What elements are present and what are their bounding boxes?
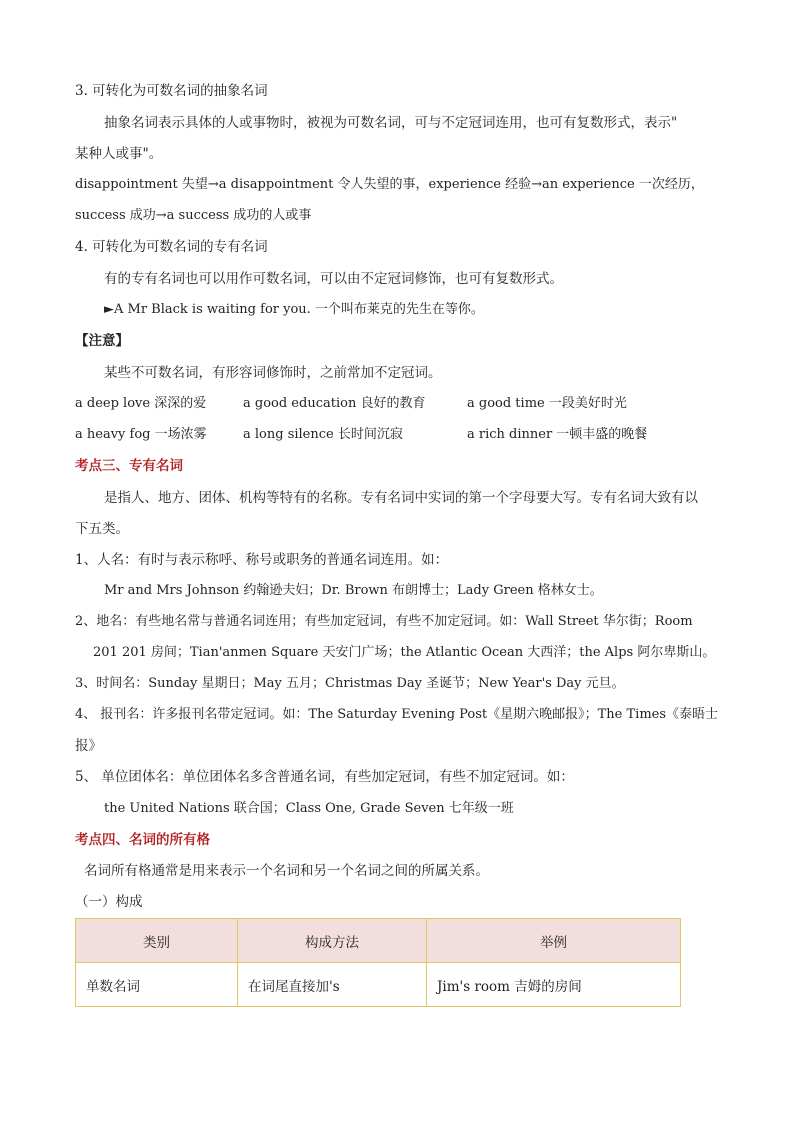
table-cell: Jim's room 吉姆的房间 bbox=[427, 963, 681, 1007]
note-example: a good education 良好的教育 bbox=[243, 396, 426, 411]
category-person-example: Mr and Mrs Johnson 约翰逊夫妇；Dr. Brown 布朗博士；Lady Green 格林女士。 bbox=[104, 583, 603, 598]
kaodian-3-paragraph: 是指人、地方、团体、机构等特有的名称。专有名词中实词的第一个字母要大写。专有名词大致有以 bbox=[104, 490, 698, 506]
note-example: a heavy fog 一场浓雾 bbox=[75, 427, 207, 442]
category-person-names: 1、人名：有时与表示称呼、称号或职务的普通名词连用。如： bbox=[75, 552, 449, 568]
note-paragraph: 某些不可数名词，有形容词修饰时，之前常加不定冠词。 bbox=[104, 365, 442, 381]
note-example: a deep love 深深的爱 bbox=[75, 396, 207, 411]
section-3-paragraph-cont: 某种人或事"。 bbox=[75, 146, 163, 162]
kaodian-3-paragraph-cont: 下五类。 bbox=[75, 521, 129, 537]
possessive-table bbox=[75, 918, 681, 1007]
table-header-cell: 类别 bbox=[76, 919, 238, 963]
kaodian-4-heading: 考点四、名词的所有格 bbox=[75, 832, 210, 848]
category-newspaper-cont: 报》 bbox=[75, 738, 102, 754]
section-4-paragraph: 有的专有名词也可以用作可数名词，可以由不定冠词修饰，也可有复数形式。 bbox=[104, 271, 563, 287]
note-example: a good time 一段美好时光 bbox=[467, 396, 627, 411]
kaodian-3-heading: 考点三、专有名词 bbox=[75, 458, 183, 474]
table-cell: 在词尾直接加's bbox=[238, 963, 427, 1007]
category-organization-names: 5、 单位团体名：单位团体名多含普通名词，有些加定冠词，有些不加定冠词。如： bbox=[75, 769, 574, 785]
category-newspaper-names: 4、 报刊名：许多报刊名带定冠词。如：The Saturday Evening Post《星期六晚邮报》；The Times《泰晤士 bbox=[75, 707, 719, 722]
section-3-example-1: disappointment 失望→a disappointment 令人失望的事，experience 经验→an experience 一次经历， bbox=[75, 177, 704, 192]
section-3-paragraph: 抽象名词表示具体的人或事物时，被视为可数名词，可与不定冠词连用，也可有复数形式，表示" bbox=[104, 115, 678, 131]
category-organization-example: the United Nations 联合国；Class One, Grade Seven 七年级一班 bbox=[104, 801, 514, 816]
kaodian-4-paragraph: 名词所有格通常是用来表示一个名词和另一个名词之间的所属关系。 bbox=[84, 863, 489, 879]
category-place-example: 201 201 房间；Tian'anmen Square 天安门广场；the Atlantic Ocean 大西洋；the Alps 阿尔卑斯山。 bbox=[93, 645, 716, 660]
section-4-example: ►A Mr Black is waiting for you. 一个叫布莱克的先生在等你。 bbox=[104, 302, 484, 317]
note-example: a long silence 长时间沉寂 bbox=[243, 427, 403, 442]
section-3-title: 3. 可转化为可数名词的抽象名词 bbox=[75, 83, 268, 99]
section-3-example-2: success 成功→a success 成功的人或事 bbox=[75, 208, 312, 223]
note-label: 【注意】 bbox=[75, 333, 129, 349]
category-place-names: 2、地名：有些地名常与普通名词连用；有些加定冠词，有些不加定冠词。如：Wall Street 华尔街；Room bbox=[75, 614, 693, 629]
subsection-composition: （一）构成 bbox=[75, 894, 143, 910]
table-cell: 单数名词 bbox=[76, 963, 238, 1007]
section-4-title: 4. 可转化为可数名词的专有名词 bbox=[75, 239, 268, 255]
table-header-cell: 举例 bbox=[427, 919, 681, 963]
table-row bbox=[76, 963, 681, 1007]
table-header-cell: 构成方法 bbox=[238, 919, 427, 963]
category-time-names: 3、时间名：Sunday 星期日；May 五月；Christmas Day 圣诞节；New Year's Day 元旦。 bbox=[75, 676, 625, 691]
table-header-row bbox=[76, 919, 681, 963]
note-example: a rich dinner 一顿丰盛的晚餐 bbox=[467, 427, 648, 442]
